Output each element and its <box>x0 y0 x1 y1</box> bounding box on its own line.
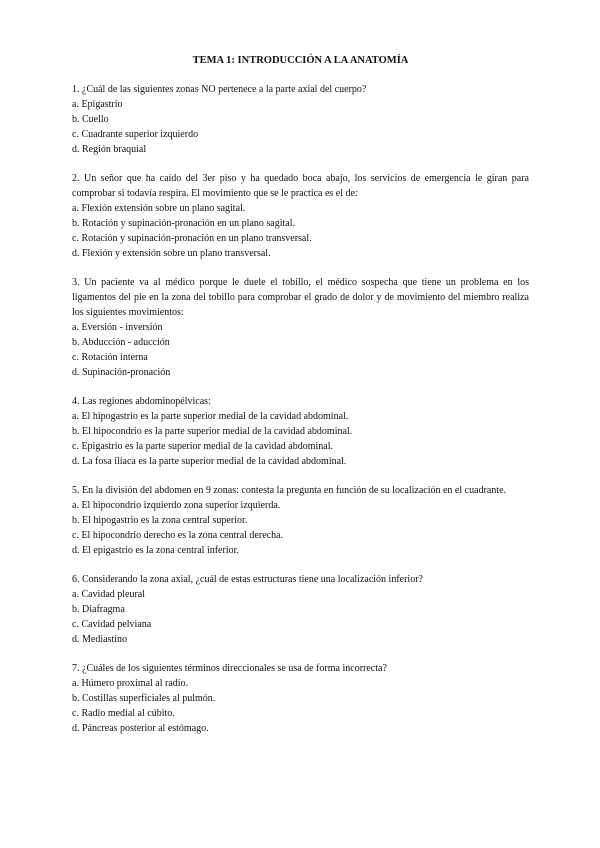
option-c: c. Epigastrio es la parte superior medial de la cavidad abdominal. <box>72 441 334 452</box>
option-a: a. Húmero proximal al radio. <box>72 678 189 689</box>
option-d: d. El epigastrio es la zona central inferior. <box>72 545 239 556</box>
question-2 <box>72 171 529 261</box>
question-text: 4. Las regiones abdominopélvicas: <box>72 396 211 407</box>
question-3 <box>72 275 529 380</box>
question-text: 6. Considerando la zona axial, ¿cuál de estas estructuras tiene una localización inferior? <box>72 574 423 585</box>
option-c: c. Radio medial al cúbito. <box>72 708 175 719</box>
option-b: b. Cuello <box>72 114 109 125</box>
option-b: b. Diafragma <box>72 604 125 615</box>
question-5 <box>72 483 529 558</box>
question-text: 5. En la división del abdomen en 9 zonas: contesta la pregunta en función de su localización en el cuadrante. <box>72 485 507 496</box>
option-list <box>72 676 529 736</box>
option-a: a. El hipogastrio es la parte superior medial de la cavidad abdominal. <box>72 411 349 422</box>
option-c: c. Cavidad pelviana <box>72 619 152 630</box>
option-a: a. Epigastrio <box>72 99 123 110</box>
option-d: d. La fosa ilíaca es la parte superior medial de la cavidad abdominal. <box>72 456 347 467</box>
option-a: a. El hipocondrio izquierdo zona superior izquierda. <box>72 500 281 511</box>
option-a: a. Eversión - inversión <box>72 322 163 333</box>
option-c: c. Rotación y supinación-pronación en un plano transversal. <box>72 233 312 244</box>
option-c: c. Cuadrante superior izquierdo <box>72 129 199 140</box>
option-d: d. Supinación-pronación <box>72 367 171 378</box>
document-title: TEMA 1: INTRODUCCIÓN A LA ANATOMÍA <box>192 55 409 66</box>
option-list <box>72 409 529 469</box>
option-d: d. Páncreas posterior al estómago. <box>72 723 209 734</box>
option-d: d. Región braquial <box>72 144 147 155</box>
question-text: 1. ¿Cuál de las siguientes zonas NO pertenece a la parte axial del cuerpo? <box>72 84 367 95</box>
option-list <box>72 97 529 157</box>
option-b: b. Abducción - aducción <box>72 337 170 348</box>
question-7 <box>72 661 529 736</box>
question-text: 3. Un paciente va al médico porque le duele el tobillo, el médico sospecha que tiene un problema en los ligamentos del pie en la zona del tobillo para comprobar el grado de dolor y de movimiento del miembro realiza los siguientes movimientos: <box>72 277 529 318</box>
question-1 <box>72 82 529 157</box>
option-list <box>72 320 529 380</box>
question-text: 2. Un señor que ha caído del 3er piso y ha quedado boca abajo, los servicios de emergencia le giran para comprobar si todavía respira. El movimiento que se le practica es el de: <box>72 173 529 199</box>
option-b: b. Rotación y supinación-pronación en un plano sagital. <box>72 218 296 229</box>
question-6 <box>72 572 529 647</box>
option-d: d. Flexión y extensión sobre un plano transversal. <box>72 248 271 259</box>
question-4 <box>72 394 529 469</box>
option-b: b. Costillas superficiales al pulmón. <box>72 693 216 704</box>
option-c: c. Rotación interna <box>72 352 148 363</box>
option-a: a. Flexión extensión sobre un plano sagital. <box>72 203 246 214</box>
option-b: b. El hipogastrio es la zona central superior. <box>72 515 248 526</box>
question-text: 7. ¿Cuáles de los siguientes términos direccionales se usa de forma incorrecta? <box>72 663 387 674</box>
option-d: d. Mediastino <box>72 634 127 645</box>
document-page <box>72 46 529 750</box>
option-list <box>72 587 529 647</box>
option-a: a. Cavidad pleural <box>72 589 146 600</box>
option-list <box>72 201 529 261</box>
option-c: c. El hipocondrio derecho es la zona central derecha. <box>72 530 284 541</box>
option-list <box>72 498 529 558</box>
option-b: b. El hipocondrio es la parte superior medial de la cavidad abdominal. <box>72 426 353 437</box>
